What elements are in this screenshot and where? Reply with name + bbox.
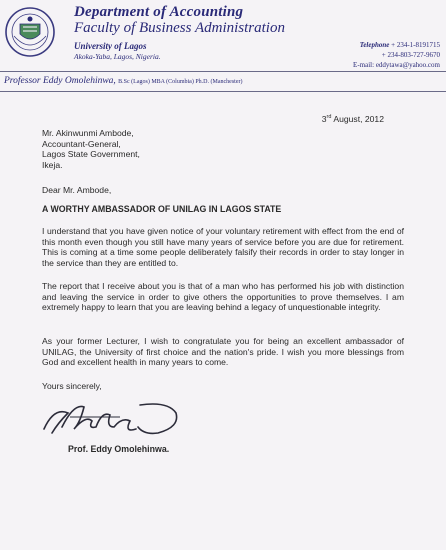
- recipient-address: [42, 128, 242, 170]
- email-label: E-mail: [353, 61, 373, 69]
- date-day: 3: [321, 113, 327, 124]
- recipient-line: Mr. Akinwunmi Ambode,: [42, 128, 134, 138]
- body-paragraph: The report that I receive about you is that of a man who has performed his job with distinction and leaving the service in order to give others the opportunities to prove themselves. I am extremely happy to learn that you are leaving behind a legacy of unquestionable integrity.: [42, 281, 404, 313]
- signatory-name: Prof. Eddy Omolehinwa.: [68, 444, 170, 454]
- salutation: Dear Mr. Ambode,: [42, 185, 112, 195]
- letterhead-rule-top: [0, 71, 446, 72]
- professor-name: Professor Eddy Omolehinwa,: [4, 76, 116, 86]
- recipient-line: Ikeja.: [42, 159, 63, 170]
- university-address: Akoka-Yaba, Lagos, Nigeria.: [74, 52, 161, 61]
- phone-secondary: + 234-803-727-9670: [381, 51, 440, 59]
- letterhead-rule-bottom: [0, 91, 446, 92]
- body-paragraph: As your former Lecturer, I wish to congratulate you for being an excellent ambassador of UNILAG, the University of first choice and the nation's pride. I wish you more blessings from God and excellent health in many years to come.: [42, 336, 404, 368]
- date-month-year: August, 2012: [333, 113, 384, 124]
- phone-primary: + 234-1-8191715: [391, 41, 440, 49]
- phone-label: Telephone: [359, 41, 390, 49]
- faculty-title: Faculty of Business Administration: [74, 20, 285, 36]
- recipient-line: Lagos State Government,: [42, 149, 140, 160]
- date-suffix: rd: [326, 114, 332, 120]
- signature-icon: [40, 393, 190, 443]
- email-address: eddytawa@yahoo.com: [375, 61, 440, 69]
- professor-line: [4, 76, 243, 86]
- recipient-line: Accountant-General,: [42, 138, 121, 149]
- letter-subject: A WORTHY AMBASSADOR OF UNILAG IN LAGOS STATE: [42, 204, 282, 214]
- university-seal-icon: [4, 6, 56, 58]
- university-name: University of Lagos: [74, 41, 147, 51]
- body-paragraph: I understand that you have given notice of your voluntary retirement with effect from the end of this month even though you still have many years of service before you are due for retirement. This is coming at a time some people deliberately falsify their records in order to stay longer in the service than they are entitled to.: [42, 226, 404, 268]
- closing: Yours sincerely,: [42, 381, 102, 391]
- contact-block: Telephone + 234-1-8191715 + 234-803-727-9670 E-mail: eddytawa@yahoo.com: [353, 41, 440, 69]
- professor-qualifications: B.Sc (Lagos) MBA (Columbia) Ph.D. (Manchester): [118, 79, 243, 85]
- letter-date: [322, 112, 384, 124]
- department-title: Department of Accounting: [74, 4, 244, 20]
